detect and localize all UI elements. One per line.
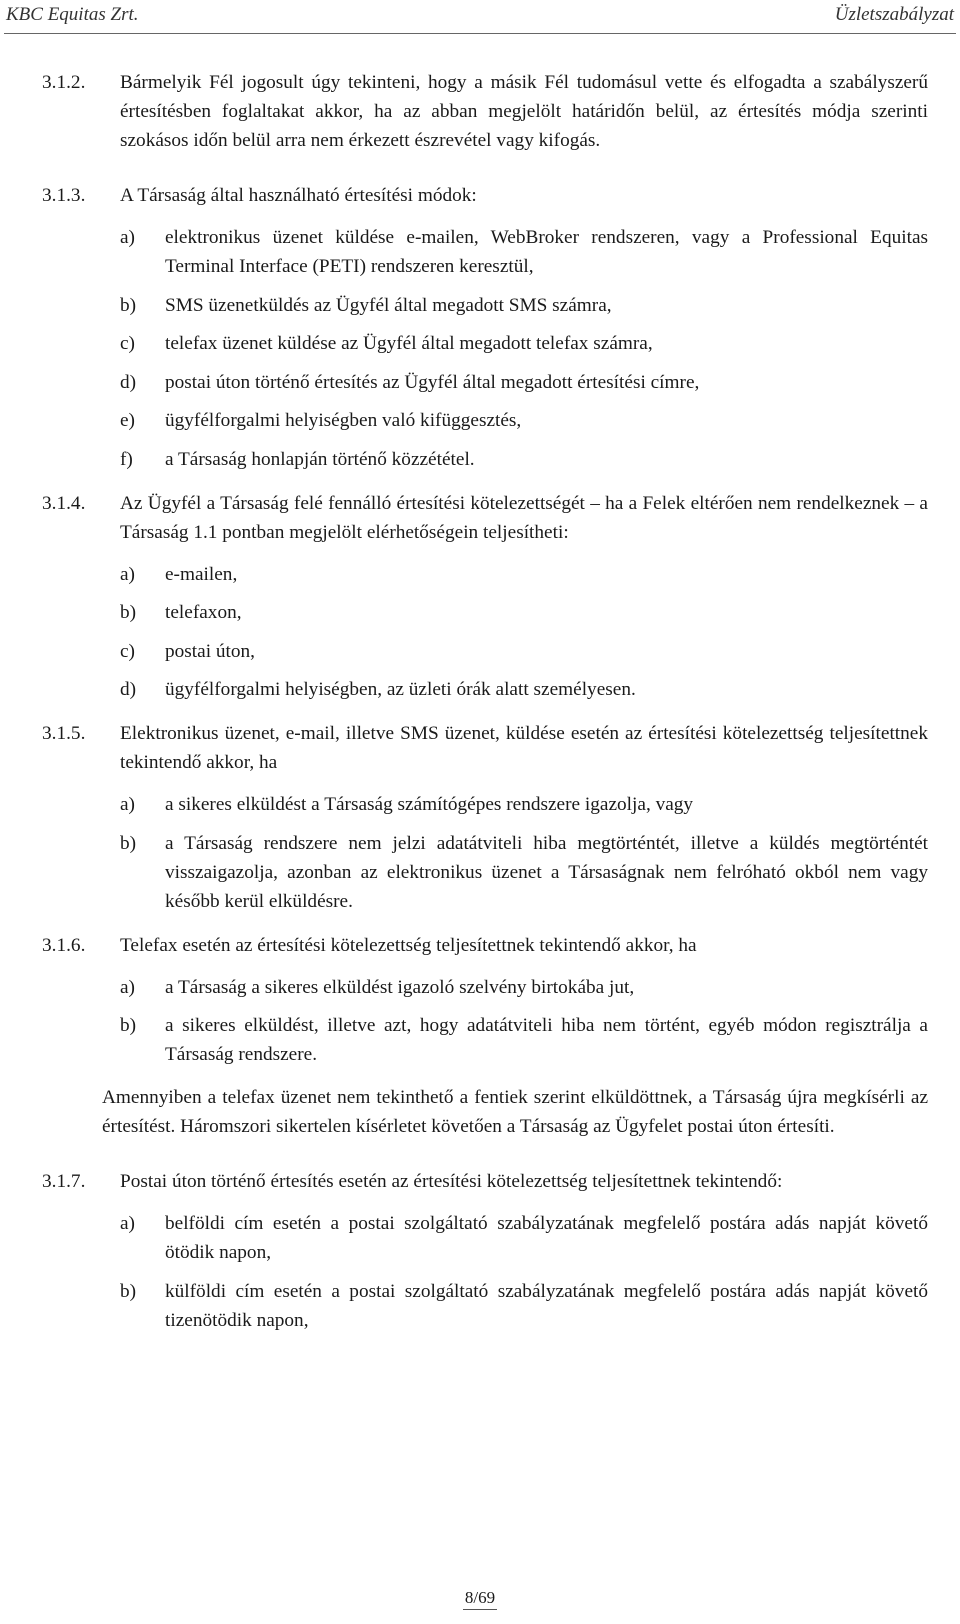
list-label: a): [120, 1213, 135, 1234]
section-text: A Társaság által használható értesítési módok:: [120, 185, 477, 206]
list-text: e-mailen,: [165, 563, 238, 585]
list-3-1-3: [120, 223, 928, 474]
list-item: [120, 790, 928, 819]
list-text: postai úton történő értesítés az Ügyfél által megadott értesítési címre,: [165, 371, 700, 393]
list-item: [120, 329, 928, 358]
list-label: b): [120, 294, 137, 316]
list-3-1-5: [120, 790, 928, 916]
section-3-1-3: [42, 181, 928, 210]
header-rule: [4, 33, 956, 34]
section-number: 3.1.6.: [42, 934, 86, 956]
list-label: b): [120, 1015, 137, 1036]
list-label: b): [120, 602, 137, 623]
list-item: [120, 368, 928, 397]
list-label: f): [120, 448, 133, 470]
list-text: ügyfélforgalmi helyiségben, az üzleti órák alatt személyesen.: [165, 679, 636, 700]
list-3-1-6: [120, 973, 928, 1070]
list-text: a Társaság honlapján történő közzététel.: [165, 448, 475, 470]
list-item: [120, 406, 928, 435]
telefax-retry-paragraph: Amennyiben a telefax üzenet nem tekinthető a fentiek szerint elküldöttnek, a Társaság újra megkísérli az értesítést. Háromszori sikertelen kísérletet követően a Társaság az Ügyfelet postai úton értesíti.: [102, 1087, 928, 1137]
section-number: 3.1.7.: [42, 1171, 86, 1192]
section-number: 3.1.3.: [42, 185, 86, 206]
list-label: b): [120, 832, 137, 854]
section-text: Bármelyik Fél jogosult úgy tekinteni, hogy a másik Fél tudomásul vette és elfogadta a szabályszerű értesítésben foglaltakat akkor, ha az abban megjelölt határidőn belül, az értesítés módja szerinti szokásos időn belül arra nem érkezett észrevétel vagy kifogás.: [120, 72, 928, 151]
list-text: postai úton,: [165, 640, 255, 662]
section-3-1-2: [42, 68, 928, 155]
list-text: külföldi cím esetén a postai szolgáltató szabályzatának megfelelő postára adás napját követő tizenötödik napon,: [165, 1280, 928, 1331]
page-header: [6, 4, 954, 30]
list-text: a Társaság a sikeres elküldést igazoló szelvény birtokába jut,: [165, 976, 635, 998]
section-number: 3.1.4.: [42, 492, 86, 514]
list-label: a): [120, 227, 135, 248]
list-text: telefax üzenet küldése az Ügyfél által megadott telefax számra,: [165, 333, 653, 354]
list-text: a sikeres elküldést, illetve azt, hogy adatátviteli hiba nem történt, egyéb módon regisztrálja a Társaság rendszere.: [165, 1015, 928, 1065]
list-item: [120, 675, 928, 704]
list-3-1-4: [120, 560, 928, 705]
list-item: [120, 445, 928, 474]
list-text: elektronikus üzenet küldése e-mailen, WebBroker rendszeren, vagy a Professional Equitas Terminal Interface (PETI) rendszeren keresztül,: [165, 227, 928, 277]
list-item: [120, 598, 928, 627]
section-3-1-6: [42, 931, 928, 960]
list-item: [120, 637, 928, 666]
section-text: Postai úton történő értesítés esetén az értesítési kötelezettség teljesítettnek tekintendő:: [120, 1171, 783, 1192]
list-item: [120, 829, 928, 916]
list-text: belföldi cím esetén a postai szolgáltató szabályzatának megfelelő postára adás napját követő ötödik napon,: [165, 1213, 928, 1263]
page-number: 8/69: [463, 1588, 497, 1610]
list-label: a): [120, 794, 135, 815]
list-item: [120, 1209, 928, 1267]
list-label: e): [120, 410, 135, 431]
list-item: [120, 291, 928, 320]
list-item: [120, 1277, 928, 1335]
list-text: ügyfélforgalmi helyiségben való kifüggesztés,: [165, 410, 522, 431]
header-company: KBC Equitas Zrt.: [6, 4, 139, 25]
section-3-1-7: [42, 1167, 928, 1196]
list-label: d): [120, 371, 137, 393]
list-label: d): [120, 679, 137, 700]
list-item: [120, 1011, 928, 1069]
page-footer: [0, 1588, 960, 1608]
list-item: [120, 560, 928, 589]
list-label: a): [120, 976, 135, 998]
list-text: a Társaság rendszere nem jelzi adatátviteli hiba megtörténtét, illetve a küldés megtörténtét visszaigazolja, azonban az elektronikus üzenet a Társaságnak nem felróható okból nem vagy később kerül elküldésre.: [165, 832, 928, 912]
list-label: c): [120, 640, 135, 662]
section-text: Telefax esetén az értesítési kötelezettség teljesítettnek tekintendő akkor, ha: [120, 934, 697, 956]
list-label: b): [120, 1280, 137, 1302]
list-label: a): [120, 563, 135, 585]
list-label: c): [120, 333, 135, 354]
section-number: 3.1.5.: [42, 723, 86, 744]
list-text: SMS üzenetküldés az Ügyfél által megadott SMS számra,: [165, 294, 612, 316]
list-item: [120, 973, 928, 1002]
list-text: telefaxon,: [165, 602, 242, 623]
section-3-1-5: [42, 719, 928, 777]
section-number: 3.1.2.: [42, 72, 86, 93]
list-text: a sikeres elküldést a Társaság számítógépes rendszere igazolja, vagy: [165, 794, 694, 815]
document-body: [42, 68, 928, 1335]
section-3-1-4: [42, 489, 928, 547]
list-item: [120, 223, 928, 281]
section-text: Az Ügyfél a Társaság felé fennálló értesítési kötelezettségét – ha a Felek eltérően nem rendelkeznek – a Társaság 1.1 pontban megjelölt elérhetőségein teljesítheti:: [120, 492, 928, 543]
header-doc-title: Üzletszabályzat: [834, 4, 954, 25]
section-text: Elektronikus üzenet, e-mail, illetve SMS üzenet, küldése esetén az értesítési kötelezettség teljesítettnek tekintendő akkor, ha: [120, 723, 928, 773]
list-3-1-7: [120, 1209, 928, 1335]
